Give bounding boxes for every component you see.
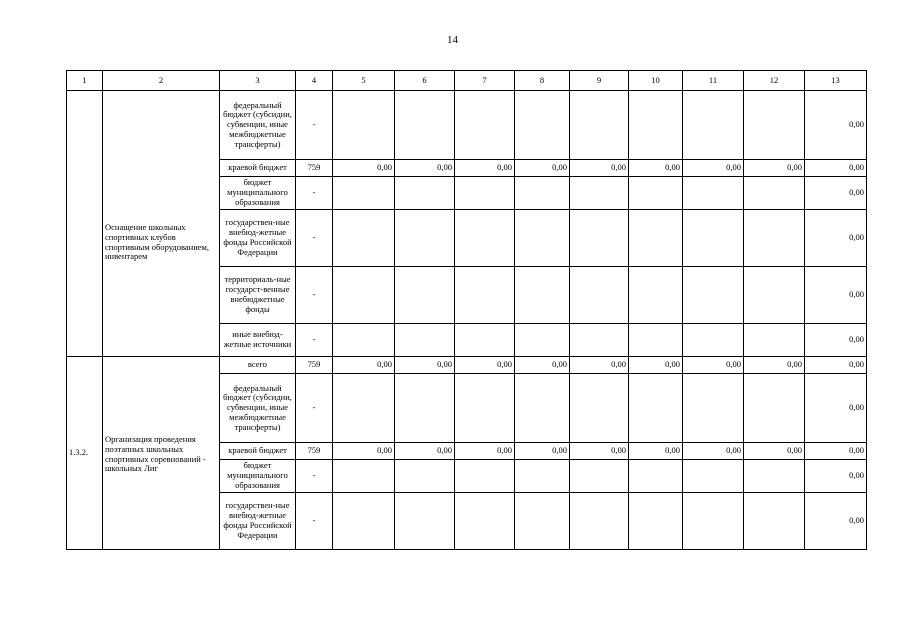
amount-cell-10 xyxy=(629,374,683,443)
amount-cell-10 xyxy=(629,324,683,357)
amount-cell-13: 0,00 xyxy=(805,324,867,357)
amount-cell-13: 0,00 xyxy=(805,210,867,267)
amount-cell-5 xyxy=(333,210,395,267)
col-header: 12 xyxy=(744,71,805,91)
amount-cell-8 xyxy=(515,91,570,160)
amount-cell-6 xyxy=(395,210,455,267)
budget-code-cell: - xyxy=(296,177,333,210)
amount-cell-7 xyxy=(455,210,515,267)
col-header: 11 xyxy=(683,71,744,91)
funding-source-cell: бюджет муниципального образования xyxy=(220,177,296,210)
amount-cell-11 xyxy=(683,177,744,210)
amount-cell-9 xyxy=(570,324,629,357)
col-header: 1 xyxy=(67,71,103,91)
amount-cell-9 xyxy=(570,210,629,267)
budget-code-cell: - xyxy=(296,460,333,493)
amount-cell-12 xyxy=(744,493,805,550)
amount-cell-9: 0,00 xyxy=(570,357,629,374)
amount-cell-5 xyxy=(333,177,395,210)
amount-cell-7: 0,00 xyxy=(455,443,515,460)
amount-cell-5 xyxy=(333,324,395,357)
amount-cell-11 xyxy=(683,374,744,443)
funding-source-cell: краевой бюджет xyxy=(220,443,296,460)
amount-cell-5: 0,00 xyxy=(333,160,395,177)
amount-cell-7 xyxy=(455,91,515,160)
funding-source-cell: федеральный бюджет (субсидии, субвенции, иные межбюджетные трансферты) xyxy=(220,374,296,443)
col-header: 5 xyxy=(333,71,395,91)
col-header: 7 xyxy=(455,71,515,91)
amount-cell-13: 0,00 xyxy=(805,267,867,324)
amount-cell-12 xyxy=(744,177,805,210)
amount-cell-5 xyxy=(333,267,395,324)
col-header: 4 xyxy=(296,71,333,91)
amount-cell-8: 0,00 xyxy=(515,160,570,177)
amount-cell-11 xyxy=(683,324,744,357)
amount-cell-5: 0,00 xyxy=(333,443,395,460)
amount-cell-11 xyxy=(683,210,744,267)
amount-cell-10 xyxy=(629,91,683,160)
amount-cell-12: 0,00 xyxy=(744,357,805,374)
col-header: 10 xyxy=(629,71,683,91)
amount-cell-9 xyxy=(570,91,629,160)
amount-cell-13: 0,00 xyxy=(805,460,867,493)
amount-cell-5 xyxy=(333,374,395,443)
amount-cell-12 xyxy=(744,210,805,267)
amount-cell-6 xyxy=(395,460,455,493)
amount-cell-7 xyxy=(455,177,515,210)
amount-cell-5 xyxy=(333,460,395,493)
funding-source-cell: федеральный бюджет (субсидии, субвенции, иные межбюджетные трансферты) xyxy=(220,91,296,160)
page-number: 14 xyxy=(447,34,458,46)
amount-cell-11: 0,00 xyxy=(683,357,744,374)
amount-cell-8 xyxy=(515,324,570,357)
amount-cell-6 xyxy=(395,177,455,210)
amount-cell-5 xyxy=(333,91,395,160)
amount-cell-9: 0,00 xyxy=(570,443,629,460)
amount-cell-8: 0,00 xyxy=(515,443,570,460)
budget-code-cell: 759 xyxy=(296,357,333,374)
amount-cell-5: 0,00 xyxy=(333,357,395,374)
funding-source-cell: государствен-ные внебюд-жетные фонды Российской Федерации xyxy=(220,210,296,267)
amount-cell-7 xyxy=(455,460,515,493)
funding-source-cell: бюджет муниципального образования xyxy=(220,460,296,493)
amount-cell-12 xyxy=(744,460,805,493)
budget-code-cell: - xyxy=(296,324,333,357)
amount-cell-8 xyxy=(515,460,570,493)
amount-cell-11: 0,00 xyxy=(683,160,744,177)
amount-cell-6 xyxy=(395,374,455,443)
amount-cell-6 xyxy=(395,91,455,160)
funding-source-cell: территориаль-ные государст-венные внебюджетные фонды xyxy=(220,267,296,324)
col-header: 2 xyxy=(103,71,220,91)
amount-cell-6 xyxy=(395,324,455,357)
budget-code-cell: 759 xyxy=(296,160,333,177)
amount-cell-9 xyxy=(570,460,629,493)
header-row xyxy=(67,71,867,91)
col-header: 13 xyxy=(805,71,867,91)
amount-cell-9 xyxy=(570,267,629,324)
amount-cell-6 xyxy=(395,493,455,550)
amount-cell-9 xyxy=(570,493,629,550)
amount-cell-10 xyxy=(629,267,683,324)
amount-cell-6 xyxy=(395,267,455,324)
amount-cell-13: 0,00 xyxy=(805,443,867,460)
budget-code-cell: - xyxy=(296,91,333,160)
amount-cell-12: 0,00 xyxy=(744,160,805,177)
col-header: 6 xyxy=(395,71,455,91)
section-index: 1.3.2. xyxy=(67,357,103,550)
budget-table xyxy=(66,70,867,550)
amount-cell-7 xyxy=(455,374,515,443)
amount-cell-13: 0,00 xyxy=(805,357,867,374)
amount-cell-8: 0,00 xyxy=(515,357,570,374)
amount-cell-12 xyxy=(744,374,805,443)
col-header: 3 xyxy=(220,71,296,91)
budget-code-cell: - xyxy=(296,267,333,324)
amount-cell-13: 0,00 xyxy=(805,177,867,210)
amount-cell-13: 0,00 xyxy=(805,160,867,177)
amount-cell-6: 0,00 xyxy=(395,160,455,177)
amount-cell-9 xyxy=(570,177,629,210)
amount-cell-9: 0,00 xyxy=(570,160,629,177)
amount-cell-11 xyxy=(683,493,744,550)
budget-code-cell: - xyxy=(296,210,333,267)
amount-cell-10: 0,00 xyxy=(629,357,683,374)
col-header: 8 xyxy=(515,71,570,91)
amount-cell-8 xyxy=(515,267,570,324)
amount-cell-10 xyxy=(629,210,683,267)
amount-cell-12 xyxy=(744,324,805,357)
amount-cell-6: 0,00 xyxy=(395,443,455,460)
amount-cell-13: 0,00 xyxy=(805,493,867,550)
budget-code-cell: 759 xyxy=(296,443,333,460)
section-title: Организация проведения поэтапных школьных спортивных соревнований - школьных Лиг xyxy=(103,357,220,550)
funding-source-cell: краевой бюджет xyxy=(220,160,296,177)
amount-cell-10 xyxy=(629,493,683,550)
amount-cell-7 xyxy=(455,267,515,324)
amount-cell-11 xyxy=(683,460,744,493)
amount-cell-6: 0,00 xyxy=(395,357,455,374)
budget-code-cell: - xyxy=(296,493,333,550)
amount-cell-10 xyxy=(629,177,683,210)
amount-cell-11 xyxy=(683,91,744,160)
amount-cell-10: 0,00 xyxy=(629,160,683,177)
col-header: 9 xyxy=(570,71,629,91)
amount-cell-7: 0,00 xyxy=(455,357,515,374)
amount-cell-12 xyxy=(744,267,805,324)
amount-cell-5 xyxy=(333,493,395,550)
budget-code-cell: - xyxy=(296,374,333,443)
amount-cell-8 xyxy=(515,374,570,443)
amount-cell-13: 0,00 xyxy=(805,374,867,443)
amount-cell-11 xyxy=(683,267,744,324)
funding-source-cell: государствен-ные внебюд-жетные фонды Российской Федерации xyxy=(220,493,296,550)
amount-cell-13: 0,00 xyxy=(805,91,867,160)
section-index xyxy=(67,91,103,357)
amount-cell-7 xyxy=(455,324,515,357)
funding-source-cell: всего xyxy=(220,357,296,374)
table-row xyxy=(67,91,867,160)
table-body xyxy=(67,71,867,550)
amount-cell-7 xyxy=(455,493,515,550)
amount-cell-8 xyxy=(515,493,570,550)
section-title: Оснащение школьных спортивных клубов спортивным оборудованием, инвентарем xyxy=(103,91,220,357)
funding-source-cell: иные внебюд-жетные источники xyxy=(220,324,296,357)
amount-cell-7: 0,00 xyxy=(455,160,515,177)
amount-cell-8 xyxy=(515,210,570,267)
amount-cell-8 xyxy=(515,177,570,210)
amount-cell-10 xyxy=(629,460,683,493)
amount-cell-12: 0,00 xyxy=(744,443,805,460)
amount-cell-12 xyxy=(744,91,805,160)
amount-cell-9 xyxy=(570,374,629,443)
amount-cell-11: 0,00 xyxy=(683,443,744,460)
amount-cell-10: 0,00 xyxy=(629,443,683,460)
table-row xyxy=(67,357,867,374)
